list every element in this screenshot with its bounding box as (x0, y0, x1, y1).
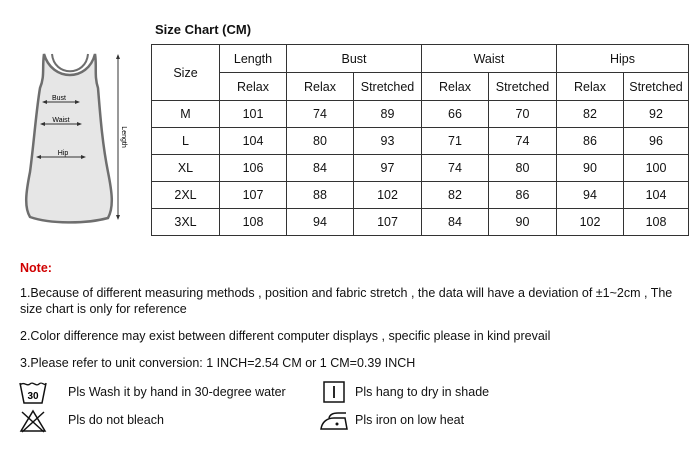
dress-measurement-diagram (14, 42, 136, 232)
waist-stretched-header: Stretched (489, 73, 557, 101)
cell-length: 101 (220, 101, 287, 128)
cell-waist-relax: 71 (422, 128, 489, 155)
length-label: Length (120, 126, 127, 148)
cell-bust-relax: 94 (287, 209, 354, 236)
waist-relax-header: Relax (422, 73, 489, 101)
cell-size: 3XL (152, 209, 220, 236)
cell-bust-stretched: 93 (354, 128, 422, 155)
note-title: Note: (20, 261, 52, 275)
cell-size: M (152, 101, 220, 128)
waist-header: Waist (422, 45, 557, 73)
table-header-row (152, 45, 689, 73)
cell-hips-stretched: 100 (624, 155, 689, 182)
cell-bust-stretched: 89 (354, 101, 422, 128)
size-chart-title: Size Chart (CM) (155, 22, 252, 37)
cell-length: 104 (220, 128, 287, 155)
bust-label: Bust (51, 95, 67, 102)
cell-waist-stretched: 80 (489, 155, 557, 182)
length-arrow-head-bottom (116, 215, 120, 220)
bust-stretched-header: Stretched (354, 73, 422, 101)
care-dry-text: Pls hang to dry in shade (355, 385, 490, 399)
hip-label: Hip (57, 150, 69, 157)
care-iron-text: Pls iron on low heat (355, 413, 465, 427)
cell-waist-stretched: 70 (489, 101, 557, 128)
cell-hips-stretched: 92 (624, 101, 689, 128)
cell-hips-relax: 90 (557, 155, 624, 182)
hips-stretched-header: Stretched (624, 73, 689, 101)
cell-hips-relax: 82 (557, 101, 624, 128)
cell-waist-relax: 84 (422, 209, 489, 236)
hand-wash-30-icon (18, 380, 48, 406)
cell-bust-stretched: 97 (354, 155, 422, 182)
size-header: Size (152, 45, 220, 101)
cell-size: XL (152, 155, 220, 182)
hips-header: Hips (557, 45, 689, 73)
cell-bust-relax: 88 (287, 182, 354, 209)
table-subheader-row (152, 73, 689, 101)
cell-waist-stretched: 90 (489, 209, 557, 236)
cell-hips-stretched: 108 (624, 209, 689, 236)
cell-size: 2XL (152, 182, 220, 209)
cell-bust-stretched: 107 (354, 209, 422, 236)
cell-hips-relax: 86 (557, 128, 624, 155)
cell-bust-relax: 74 (287, 101, 354, 128)
table-row (152, 182, 689, 209)
cell-waist-relax: 82 (422, 182, 489, 209)
cell-bust-relax: 80 (287, 128, 354, 155)
length-header: Length (220, 45, 287, 73)
cell-waist-stretched: 86 (489, 182, 557, 209)
cell-waist-relax: 74 (422, 155, 489, 182)
hang-dry-icon (323, 381, 345, 403)
dress-neckline (52, 54, 88, 71)
cell-length: 106 (220, 155, 287, 182)
wash-temperature: 30 (27, 391, 39, 402)
table-row (152, 209, 689, 236)
no-bleach-icon (18, 408, 48, 434)
note-item-1: 1.Because of different measuring methods , position and fabric stretch , the data will have a deviation of ±1~2cm , The size chart is only for reference (20, 286, 673, 316)
cell-waist-relax: 66 (422, 101, 489, 128)
cell-hips-relax: 102 (557, 209, 624, 236)
table-row (152, 155, 689, 182)
cell-bust-relax: 84 (287, 155, 354, 182)
hips-relax-header: Relax (557, 73, 624, 101)
waist-label: Waist (52, 117, 70, 124)
length-arrow-head-top (116, 54, 120, 59)
note-item-3: 3.Please refer to unit conversion: 1 INCH=2.54 CM or 1 CM=0.39 INCH (20, 356, 416, 370)
note-item-2: 2.Color difference may exist between different computer displays , specific please in kind prevail (20, 329, 551, 343)
care-wash-text: Pls Wash it by hand in 30-degree water (68, 385, 286, 399)
size-chart-table (151, 44, 689, 236)
table-row (152, 101, 689, 128)
cell-hips-relax: 94 (557, 182, 624, 209)
cell-size: L (152, 128, 220, 155)
cell-hips-stretched: 104 (624, 182, 689, 209)
care-bleach-text: Pls do not bleach (68, 413, 164, 427)
bust-header: Bust (287, 45, 422, 73)
cell-bust-stretched: 102 (354, 182, 422, 209)
iron-low-heat-icon (318, 410, 350, 432)
cell-length: 108 (220, 209, 287, 236)
bust-relax-header: Relax (287, 73, 354, 101)
dress-silhouette (26, 54, 112, 222)
cell-length: 107 (220, 182, 287, 209)
cell-hips-stretched: 96 (624, 128, 689, 155)
table-row (152, 128, 689, 155)
cell-waist-stretched: 74 (489, 128, 557, 155)
length-relax-header: Relax (220, 73, 287, 101)
